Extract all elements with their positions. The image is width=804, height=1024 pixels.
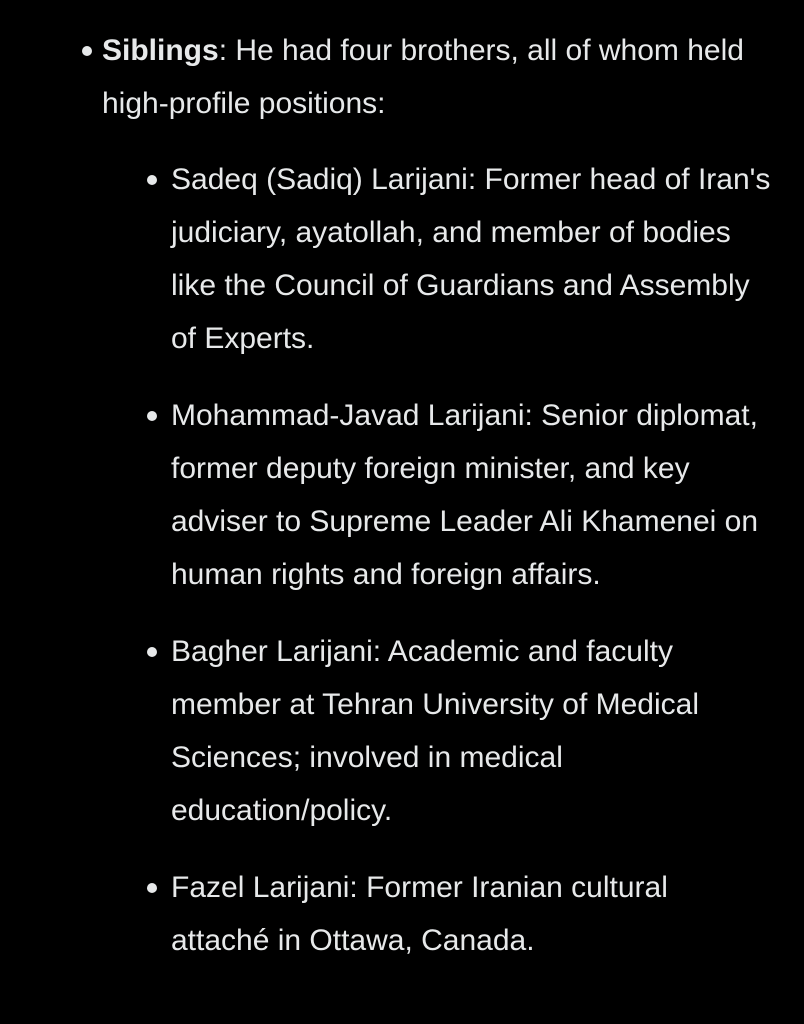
brother-text: Bagher Larijani: Academic and faculty member at Tehran University of Medical Sciences; involved in medical education/policy. <box>171 635 699 827</box>
list-item <box>171 861 771 967</box>
bullet-icon <box>147 411 157 421</box>
bullet-icon <box>147 647 157 657</box>
list-item <box>171 389 771 601</box>
bullet-icon <box>82 46 92 56</box>
list-item <box>171 625 771 837</box>
list-item <box>171 153 771 365</box>
list-item-siblings <box>102 24 782 967</box>
siblings-intro: : He had four brothers, all of whom held high-profile positions: <box>102 34 744 120</box>
brother-text: Sadeq (Sadiq) Larijani: Former head of Iran's judiciary, ayatollah, and member of bodies like the Council of Guardians and Assembly of Experts. <box>171 163 771 355</box>
bullet-icon <box>147 883 157 893</box>
bullet-icon <box>147 175 157 185</box>
brother-text: Fazel Larijani: Former Iranian cultural attaché in Ottawa, Canada. <box>171 871 668 957</box>
brothers-list <box>171 153 771 967</box>
bullet-list <box>102 24 782 991</box>
brother-text: Mohammad-Javad Larijani: Senior diplomat, former deputy foreign minister, and key adviser to Supreme Leader Ali Khamenei on human rights and foreign affairs. <box>171 399 759 591</box>
siblings-label: Siblings <box>102 34 219 67</box>
